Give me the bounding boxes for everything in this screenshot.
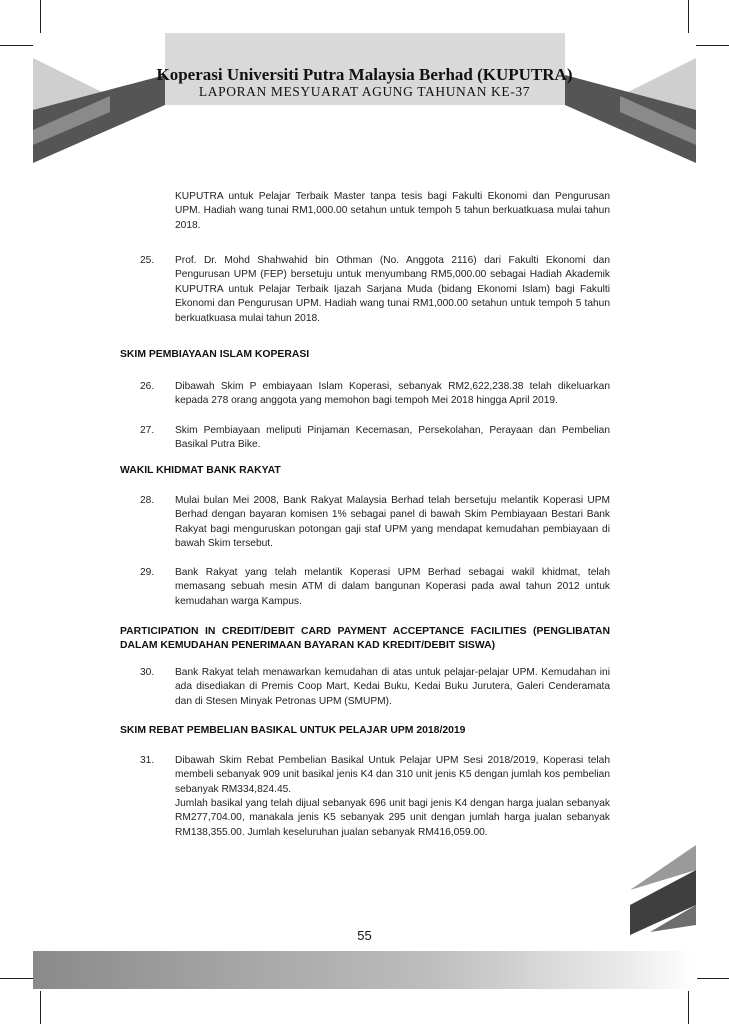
paragraph: Mulai bulan Mei 2008, Bank Rakyat Malaysia Berhad telah bersetuju melantik Koperasi UPM Berhad dengan bayaran komisen 1% sebagai panel di bawah Skim Pembiayaan Bestari Bank Rakyat bagi menguruskan potongan gaji staf UPM yang mendapat kemudahan pembiayaan di bawah Skim tersebut. [175,495,610,550]
paragraph-number: 25. [140,255,155,266]
paragraph: Bank Rakyat telah menawarkan kemudahan di atas untuk pelajar-pelajar UPM. Kemudahan ini ada disediakan di Premis Coop Mart, Kedai Buku, Kedai Buku Jurutera, Galeri Cenderamata dan di Stesen Minyak Petronas UPM (SMUPM). [175,667,610,707]
paragraph-number: 26. [140,381,155,392]
paragraph: Skim Pembiayaan meliputi Pinjaman Kecemasan, Persekolahan, Perayaan dan Pembelian Basikal Putra Bike. [175,425,610,451]
paragraph: Bank Rakyat yang telah melantik Koperasi UPM Berhad sebagai wakil khidmat, telah memasang sebuah mesin ATM di dalam bangunan Koperasi pada awal tahun 2012 untuk kemudahan warga Kampus. [175,567,610,607]
paragraph-number: 31. [140,755,155,766]
paragraph: KUPUTRA untuk Pelajar Terbaik Master tanpa tesis bagi Fakulti Ekonomi dan Pengurusan UPM. Hadiah wang tunai RM1,000.00 setahun untuk tempoh 5 tahun berkuatkuasa mulai tahun 2018. [175,191,610,231]
section-heading: SKIM REBAT PEMBELIAN BASIKAL UNTUK PELAJAR UPM 2018/2019 [120,725,466,736]
header-title: Koperasi Universiti Putra Malaysia Berhad (KUPUTRA) [156,65,573,84]
paragraph-number: 28. [140,495,155,506]
paragraph: Dibawah Skim Rebat Pembelian Basikal Untuk Pelajar UPM Sesi 2018/2019, Koperasi telah membeli sebanyak 909 unit basikal jenis K4 dan 310 unit jenis K5 dengan jumlah kos pembelian sebanyak RM334,824.45. [175,755,610,795]
header-subtitle: LAPORAN MESYUARAT AGUNG TAHUNAN KE-37 [198,84,531,99]
paragraph: Jumlah basikal yang telah dijual sebanyak 696 unit bagi jenis K4 dengan harga jualan sebanyak RM277,704.00, manakala jenis K5 sebanyak 295 unit dengan jumlah harga jualan sebanyak RM138,355.00. Jumlah keseluruhan jualan sebanyak RM416,059.00. [175,798,610,838]
paragraph-number: 27. [140,425,155,436]
footer-band [33,951,697,989]
paragraph-number: 30. [140,667,155,678]
section-heading: PARTICIPATION IN CREDIT/DEBIT CARD PAYMENT ACCEPTANCE FACILITIES (PENGLIBATAN DALAM KEMUDAHAN PENERIMAAN BAYARAN KAD KREDIT/DEBIT SISWA) [120,626,610,652]
paragraph: Prof. Dr. Mohd Shahwahid bin Othman (No. Anggota 2116) dari Fakulti Ekonomi dan Pengurusan UPM (FEP) bersetuju untuk menyumbang RM5,000.00 sebagai Hadiah Akademik KUPUTRA untuk Pelajar Terbaik Ijazah Sarjana Muda (bidang Ekonomi Islam) bagi Fakulti Ekonomi dan Pengurusan UPM. Hadiah wang tunai RM1,000.00 setahun untuk tempoh 5 tahun berkuatkuasa mulai tahun 2018. [175,255,610,324]
paragraph-number: 29. [140,567,155,578]
section-heading: SKIM PEMBIAYAAN ISLAM KOPERASI [120,349,310,360]
paragraph: Dibawah Skim P embiayaan Islam Koperasi, sebanyak RM2,622,238.38 telah dikeluarkan kepada 278 orang anggota yang memohon bagi tempoh Mei 2018 hingga April 2019. [175,381,610,407]
section-heading: WAKIL KHIDMAT BANK RAKYAT [120,465,281,476]
page-number: 55 [357,928,372,943]
